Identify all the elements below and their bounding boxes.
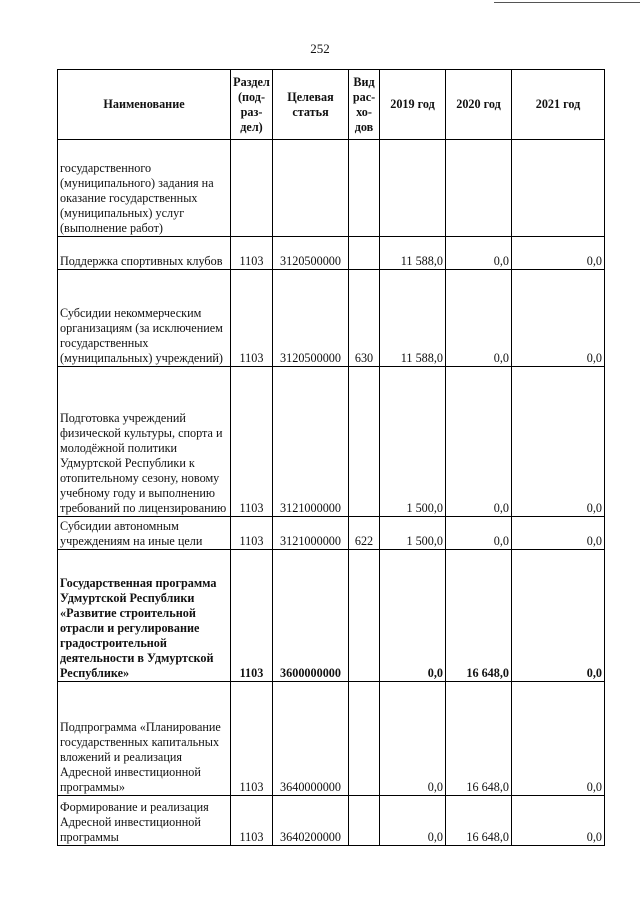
table-row — [58, 140, 605, 237]
row-name: Субсидии некоммерческим организациям (за исключением государственных (муниципальных) учреждений) — [58, 270, 231, 367]
row-expense — [349, 796, 380, 846]
row-2020: 16 648,0 — [446, 682, 512, 796]
row-2019 — [380, 140, 446, 237]
row-2020: 0,0 — [446, 517, 512, 550]
row-2019: 0,0 — [380, 682, 446, 796]
row-section: 1103 — [231, 270, 273, 367]
row-name: Поддержка спортивных клубов — [58, 237, 231, 270]
row-target: 3640200000 — [273, 796, 349, 846]
row-name: Субсидии автономным учреждениям на иные цели — [58, 517, 231, 550]
row-name: Подготовка учреждений физической культуры, спорта и молодёжной политики Удмуртской Республики к отопительному сезону, новому учебному году и выполнению требований по лицензированию — [58, 367, 231, 517]
row-name: Государственная программа Удмуртской Республики «Развитие строительной отрасли и регулирование градостроительной деятельности в Удмуртской Республике» — [58, 550, 231, 682]
table-row — [58, 237, 605, 270]
row-2020 — [446, 140, 512, 237]
row-2019: 1 500,0 — [380, 517, 446, 550]
row-target: 3120500000 — [273, 237, 349, 270]
row-target: 3600000000 — [273, 550, 349, 682]
row-expense — [349, 367, 380, 517]
row-section: 1103 — [231, 682, 273, 796]
header-2021: 2021 год — [512, 70, 605, 140]
header-target: Целевая статья — [273, 70, 349, 140]
row-name: государственного (муниципального) задания на оказание государственных (муниципальных) услуг (выполнение работ) — [58, 140, 231, 237]
row-target: 3120500000 — [273, 270, 349, 367]
row-2019: 0,0 — [380, 796, 446, 846]
table-row — [58, 517, 605, 550]
budget-table — [57, 69, 605, 846]
row-2021: 0,0 — [512, 367, 605, 517]
row-2020: 16 648,0 — [446, 550, 512, 682]
row-section: 1103 — [231, 237, 273, 270]
row-name: Подпрограмма «Планирование государственных капитальных вложений и реализация Адресной инвестиционной программы» — [58, 682, 231, 796]
row-2021: 0,0 — [512, 237, 605, 270]
row-2019: 11 588,0 — [380, 270, 446, 367]
table-row — [58, 682, 605, 796]
table-row — [58, 796, 605, 846]
row-name: Формирование и реализация Адресной инвестиционной программы — [58, 796, 231, 846]
header-expense: Вид рас-хо-дов — [349, 70, 380, 140]
header-name: Наименование — [58, 70, 231, 140]
row-expense: 622 — [349, 517, 380, 550]
row-expense — [349, 550, 380, 682]
row-section: 1103 — [231, 550, 273, 682]
row-2019: 1 500,0 — [380, 367, 446, 517]
table-row — [58, 270, 605, 367]
row-expense — [349, 682, 380, 796]
top-rule-line — [494, 2, 640, 3]
header-2020: 2020 год — [446, 70, 512, 140]
row-section: 1103 — [231, 796, 273, 846]
row-section: 1103 — [231, 517, 273, 550]
row-target — [273, 140, 349, 237]
row-2020: 0,0 — [446, 237, 512, 270]
row-2021 — [512, 140, 605, 237]
row-2021: 0,0 — [512, 796, 605, 846]
row-expense — [349, 237, 380, 270]
row-expense: 630 — [349, 270, 380, 367]
row-2021: 0,0 — [512, 517, 605, 550]
row-section — [231, 140, 273, 237]
row-2020: 16 648,0 — [446, 796, 512, 846]
table-row — [58, 367, 605, 517]
header-row — [58, 70, 605, 140]
row-2019: 11 588,0 — [380, 237, 446, 270]
row-2021: 0,0 — [512, 682, 605, 796]
row-section: 1103 — [231, 367, 273, 517]
row-target: 3640000000 — [273, 682, 349, 796]
row-target: 3121000000 — [273, 517, 349, 550]
row-expense — [349, 140, 380, 237]
row-2019: 0,0 — [380, 550, 446, 682]
row-2021: 0,0 — [512, 550, 605, 682]
header-section: Раздел (под-раз-дел) — [231, 70, 273, 140]
row-2020: 0,0 — [446, 270, 512, 367]
header-2019: 2019 год — [380, 70, 446, 140]
row-2020: 0,0 — [446, 367, 512, 517]
row-2021: 0,0 — [512, 270, 605, 367]
table-row — [58, 550, 605, 682]
row-target: 3121000000 — [273, 367, 349, 517]
page-number: 252 — [310, 41, 330, 56]
